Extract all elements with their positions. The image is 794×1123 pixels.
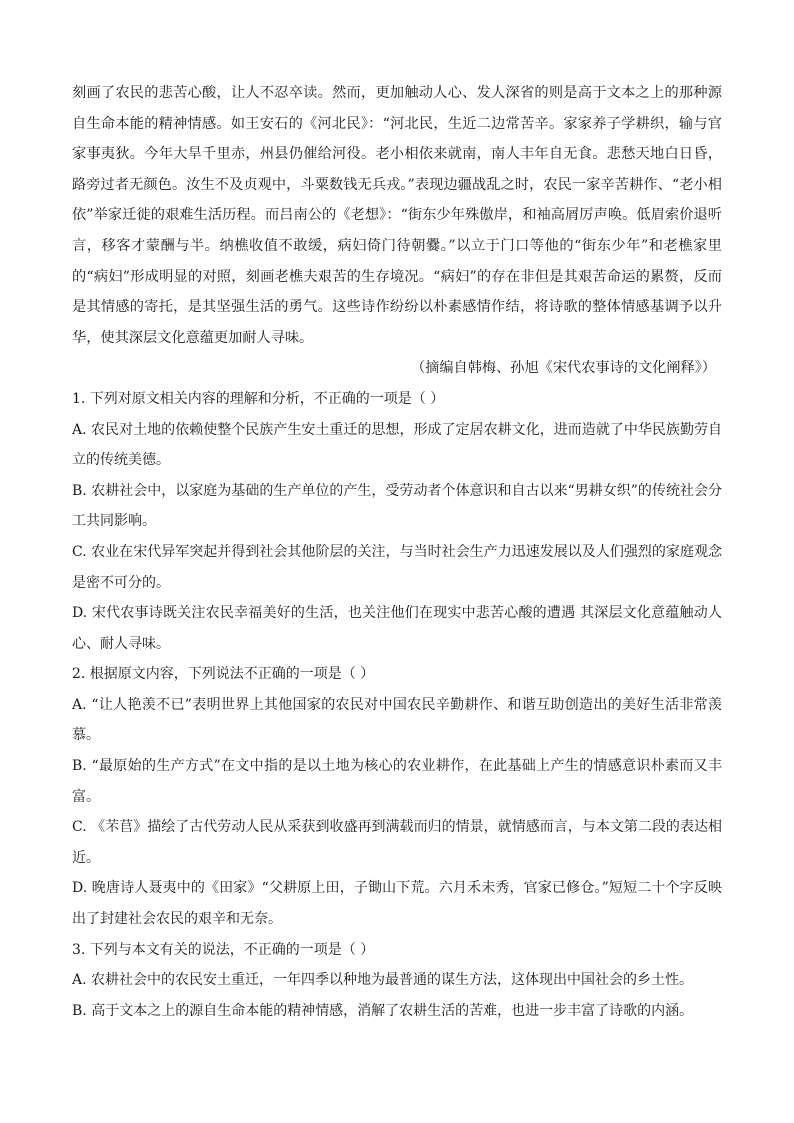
document-page xyxy=(72,78,722,1026)
question-stem: 1. 下列对原文相关内容的理解和分析，不正确的一项是（ ） xyxy=(72,390,445,407)
option-c: C. 《芣苢》描绘了古代劳动人民从采获到收盛再到满载而归的情景，就情感而言，与本文第二段的表达相近。 xyxy=(72,819,722,866)
question-3 xyxy=(72,935,722,1027)
option-c: C. 农业在宋代异军突起并得到社会其他阶层的关注，与当时社会生产力迅速发展以及人们强烈的家庭观念是密不可分的。 xyxy=(72,543,722,591)
question-1 xyxy=(72,384,722,659)
option-d: D. 宋代农事诗既关注农民幸福美好的生活，也关注他们在现实中悲苦心酸的遭遇 其深层文化意蕴触动人心、耐人寻味。 xyxy=(72,605,722,652)
option-b: B. “最原始的生产方式”在文中指的是以土地为核心的农业耕作，在此基础上产生的情感意识朴素而又丰富。 xyxy=(72,758,722,805)
option-a: A. 农耕社会中的农民安土重迁，一年四季以种地为最普通的谋生方法，这体现出中国社会的乡土性。 xyxy=(72,972,694,989)
option-a: A. 农民对土地的依赖使整个民族产生安土重迁的思想，形成了定居农耕文化，进而造就了中华民族勤劳自立的传统美德。 xyxy=(72,421,722,469)
question-stem: 3. 下列与本文有关的说法，不正确的一项是（ ） xyxy=(72,941,375,958)
option-b: B. 高于文本之上的源自生命本能的精神情感，消解了农耕生活的苦难，也进一步丰富了诗歌的内涵。 xyxy=(72,1002,694,1019)
option-b: B. 农耕社会中，以家庭为基础的生产单位的产生，受劳动者个体意识和自古以来“男耕女织”的传统社会分工共同影响。 xyxy=(72,482,722,530)
option-d: D. 晚唐诗人聂夷中的《田家》“父耕原上田，子锄山下荒。六月禾未秀，官家已修仓。”短短二十个字反映出了封建社会农民的艰辛和无奈。 xyxy=(72,880,722,928)
passage-source: （摘编自韩梅、孙旭《宋代农事诗的文化阐释》） xyxy=(410,360,716,377)
question-stem: 2. 根据原文内容，下列说法不正确的一项是（ ） xyxy=(72,666,375,683)
question-2 xyxy=(72,659,722,934)
option-a: A. “让人艳羡不已”表明世界上其他国家的农民对中国农民辛勤耕作、和谐互助创造出的美好生活非常羡慕。 xyxy=(72,696,722,744)
passage-paragraph: 刻画了农民的悲苦心酸，让人不忍卒读。然而，更加触动人心、发人深省的则是高于文本之上的那种源自生命本能的精神情感。如王安石的《河北民》：“河北民，生近二边常苦辛。家家养子学耕织，输与官家事夷狄。今年大旱千里赤，州县仍催给河役。老小相依来就南，南人丰年自无食。悲愁天地白日昏，路旁过者无颜色。汝生不及贞观中，斗粟数钱无兵戎。”表现边疆战乱之时，农民一家辛苦耕作、“老小相依”举家迁徙的艰难生活历程。而吕南公的《老想》：“街东少年殊傲岸，和袖高屑厉声唤。低眉索价退听言，移客才蒙酬与半。纳樵收值不敢缓，病妇倚门待朝爨。”以立于门口等他的“街东少年”和老樵家里的“病妇”形成明显的对照，刻画老樵夫艰苦的生存境况。“病妇”的存在非但是其艰苦命运的累赘，反而是其情感的寄托，是其坚强生活的勇气。这些诗作纷纷以朴素感情作结，将诗歌的整体情感基调予以升华，使其深层文化意蕴更加耐人寻味。 xyxy=(72,85,722,346)
